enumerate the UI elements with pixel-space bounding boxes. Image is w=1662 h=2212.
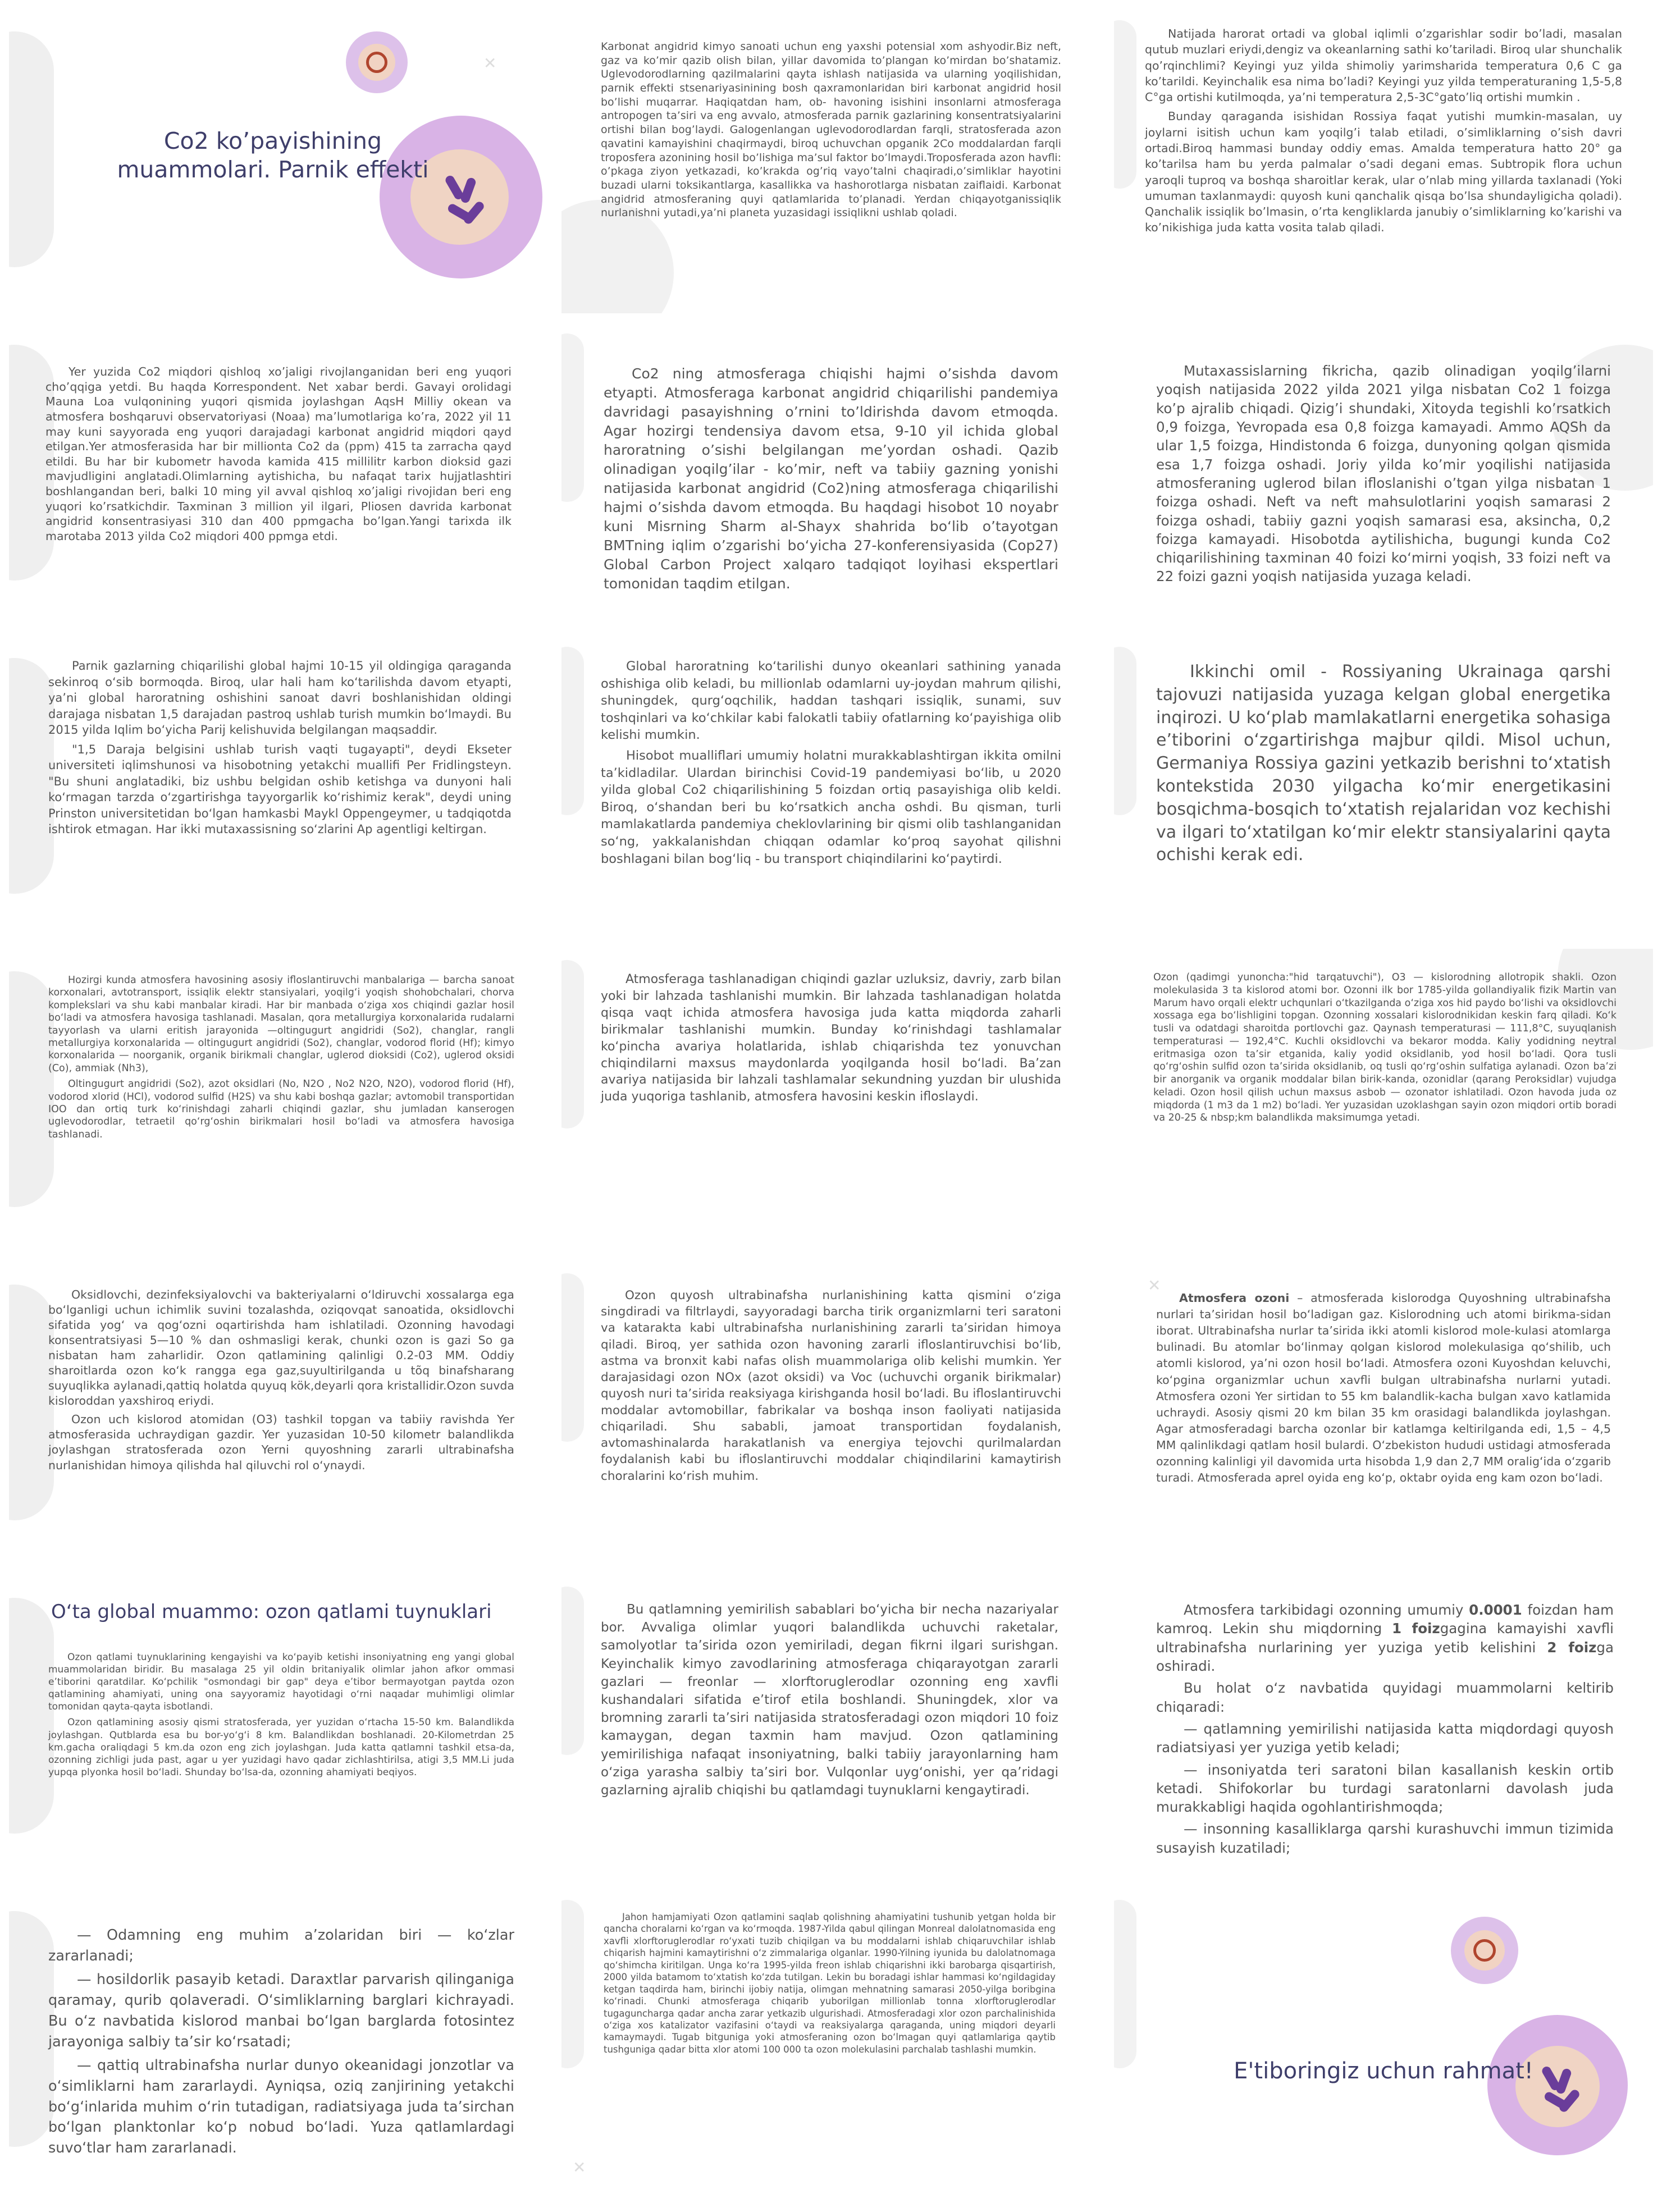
paragraph: Atmosfera tarkibidagi ozonning umumiy 0.0001 foizdan ham kamroq. Lekin shu miqdorning 1 foizgagina kamayishi xavfli ultrabinafsha nurlarining yer yuziga yetib kelishini 2 foizga oshiradi.: [1156, 1602, 1614, 1674]
page-title: Co2 ko’payishining muammolari. Parnik effekti: [117, 127, 429, 184]
decorative-shape: [9, 31, 54, 267]
slide-17: [561, 1575, 1101, 1880]
slide-20: [561, 1889, 1101, 2193]
sparkle-icon: ✕: [1148, 1276, 1161, 1295]
slide-13: [9, 1262, 548, 1566]
decorative-shape: [561, 960, 584, 1128]
paragraph: Hozirgi kunda atmosfera havosining asosiy ifloslantiruvchi manbalariga — barcha sanoat korxonalari, avtotransport, issiqlik elektr stansiyalari, yoqilg‘i yoqish shohobchalari, chorva komplekslari va shu kabi manbalar kiradi. Har bir manbada o‘ziga xos chiqindi gazlar hosil bo‘ladi va atmosfera havosiga tashlanadi. Masalan, qora metallurgiya korxonalarida rudalarni tayyorlash va ularni eritish jarayonida —oltingugurt angidridi (So2), changlar, rangli metallurgiya korxonalarida — oltingugurt angidridi (So2), changlar, vodorod florid (Hf); kimyo korxonalarida — noorganik, organik birikmali changlar, uglerod dioksidi (Co2), uglerod oksidi (Co), ammiak (Nh3),: [48, 975, 514, 1074]
paragraph: Ikkinchi omil - Rossiyaning Ukrainaga qarshi tajovuzi natijasida yuzaga kelgan global energetika inqirozi. U ko‘plab mamlakatlarni energetika sohasiga e’tiborini o‘zgartirishga majbur qildi. Misol uchun, Germaniya Rossiya gazini yetkazib berishni to‘xtatish kontekstida 2030 yilgacha ko‘mir energetikasini bosqichma-bosqich to‘xtatish rejalaridan voz kechishi va ilgari to‘xtatilgan ko‘mir elektr stansiyalarini qayta ochishi kerak edi.: [1156, 662, 1611, 865]
slide-text: [48, 974, 514, 1144]
slide-7: [9, 636, 548, 940]
sparkle-icon: ✕: [483, 54, 497, 72]
slide-text: [48, 1651, 514, 1782]
decorative-shape: [561, 1587, 584, 1755]
paragraph: Bunday qaraganda isishidan Rossiya faqat yutishi mumkin-masalan, uy joylarni isitish uchun kam yoqilg’i talab etiladi, o’simliklarning o’sish davri ortadi.Biroq hammasi bunday oddiy emas. Amalda temperatura hatto 20° ga ko’tarilsa ham bu yerda palmalar o’sadi degani emas. Subtropik flora uchun yaroqli tuproq va boshqa sharoitlar kerak, ular o’nlab ming yillarda taxlanadi (Yoki umuman taxlanmaydi: quyosh kuni qanchalik qisqa bo’lsa shundayligicha qoladi). Qanchalik issiqlik bo’lmasin, o’rta kengliklarda janubiy o’simliklarning ko’karishi va ko’nikishiga juda katta vosita talab qiladi.: [1145, 109, 1622, 235]
dividing-cell-icon: [1487, 2015, 1628, 2155]
slide-4: [9, 322, 548, 627]
slide-text: [601, 1287, 1061, 1488]
slide-text: [1145, 26, 1622, 239]
slide-text: [1153, 971, 1617, 1128]
paragraph: Natijada harorat ortadi va global iqlimli o’zgarishlar sodir bo’ladi, masalan qutub muzlari eriydi,dengiz va okeanlarning sathi ko’tariladi. Biroq ular shunchalik qo’rqinchlimi? Keyingi yuz yilda shimoliy yarimsharida temperatura 0,6 C ga ko’tarildi. Keyinchalik esa nima bo’ladi? Keyingi yuz yilda temperaturaning 1,5-5,8 C°ga ortishi kutilmoqda, ya’ni temperatura 2,5-3C°gato’liq ortishi mumkin .: [1145, 27, 1622, 104]
slide-3: [1114, 9, 1653, 313]
bold-lead: Atmosfera ozoni: [1179, 1291, 1290, 1305]
slide-text: [1156, 661, 1611, 870]
slide-text: [48, 1925, 514, 2162]
paragraph: Oltingugurt angidridi (So2), azot oksidlari (No, N2O , No2 N2O, N2O), vodorod florid (Hf), vodorod xlorid (HCl), vodorod sulfid (H2S) va shu kabi boshqa gazlar; avtomobil transportidan IOO dan ortiq turk ko‘rinishdagi zaharli chiqindi gazlar, shu jumladan kanserogen uglevodorodlar, tetraetil qo‘rg‘oshin birikmalari hosil bo‘ladi va atmosfera havosiga tashlanadi.: [48, 1078, 514, 1140]
closing-title: E'tiboringiz uchun rahmat!: [1234, 2058, 1533, 2084]
list-item: — hosildorlik pasayib ketadi. Daraxtlar parvarish qilinganiga qaramay, qurib qolaveradi. O‘simliklarning barglari kichrayadi. Bu o‘z navbatida kislorod manbai bo‘lgan barglarda fotosintez jarayoniga salbiy ta’sir ko‘rsatadi;: [48, 1971, 514, 2050]
paragraph: Ozon qatlami tuynuklarining kengayishi va ko‘payib ketishi insoniyatning eng yangi global muammolaridan biridir. Bu masalaga 25 yil oldin britaniyalik olimlar jahon afkor ommasi e’tiborini qaratdilar. Ko‘pchilik "osmondagi bir gap" deya e’tibor bermayotgan paytda ozon qatlamining ahamiyati, uning ona sayyoramiz hayotidagi o‘rni naqadar muhimligi olimlar tomonidan qayta-qayta isbotlandi.: [48, 1652, 514, 1713]
decorative-shape: [1114, 647, 1136, 815]
paragraph: Mutaxassislarning fikricha, qazib olinadigan yoqilg’ilarni yoqish natijasida 2022 yilda 2021 yilga nisbatan Co2 1 foizga ko’p ajralib chiqadi. Qizig’i shundaki, Xitoyda tegishli ko’rsatkich 0,9 foizga, Yevropada esa 0,8 foizga kamayadi. Ammo AQSh da ular 1,5 foizga, Hindistonda 6 foizga, dunyoning qolgan qismida esa 1,7 foizga oshadi. Joriy yilda ko’mir yoqilishi natijasida atmosferaning uglerod bilan ifloslanishi o’tgan yilga nisbatan 1 foizga oshadi. Neft va neft mahsulotlarini yoqish samarasi 2 foizga oshadi, tabiiy gazni yoqish samarasi esa, aksincha, 0,2 foizga kamayadi. Hisobotda aytilishicha, bugungi kunda Co2 chiqarilishining taxminan 40 foizi ko‘mirni yoqish, 33 foizi neft va 22 foizi gazni yoqish natijasida yuzaga keladi.: [1156, 363, 1611, 585]
list-item: — qatlamning yemirilishi natijasida katta miqdordagi quyosh radiatsiyasi yer yuziga yetib keladi;: [1156, 1720, 1614, 1756]
paragraph: Hisobot mualliflari umumiy holatni murakkablashtirgan ikkita omilni ta’kidladilar. Ulardan birinchisi Covid-19 pandemiyasi bo‘lib, u 2020 yilda global Co2 chiqarilishining 5 foizdan ortiq pasayishiga olib keldi. Biroq, o‘shandan beri bu ko‘rsatkich ancha oshdi. Bu qisman, turli mamlakatlarda pandemiya cheklovlarining bir qismi olib tashlanganidan so‘ng, yakkalanishdan chiqqan odamlar ko‘proq sayohat qilishni boshlagani bilan bog‘liq - bu transport chiqindilarini ko‘paytirdi.: [601, 748, 1061, 866]
slide-8: [561, 636, 1101, 940]
sparkle-icon: ✕: [573, 2158, 586, 2177]
decorative-shape: [561, 333, 584, 502]
slide-11: [561, 949, 1101, 1253]
slide-heading: O‘ta global muammo: ozon qatlami tuynuklari: [51, 1601, 492, 1623]
decorative-shape: [561, 1273, 584, 1442]
slide-text: [601, 658, 1061, 871]
slide-text: [604, 1911, 1056, 2059]
cell-icon: [346, 31, 408, 93]
paragraph: Atmosfera ozoni – atmosferada kislorodga Quyoshning ultrabinafsha nurlari ta’siridan hosil bo‘ladigan gaz. Kislorodning uch atomi birikma-sidan iborat. Ultrabinafsha nurlar ta’sirida ikki atomli kislorod mole-kulasi atomlarga bulinadi. Bu atomlar bo‘linmay qolgan kislorod molekulasiga qo‘shilib, uch atomli kislorod, ya’ni ozon hosil bo‘ladi. Atmosfera ozoni Kuyoshdan keluvchi, ko‘pgina organizmlar uchun xavfli bulgan ultrabinafsha nurlarni yutadi. Atmosfera ozoni Yer sirtidan to 55 km balandlik-kacha bulgan xavo katlamida uchraydi. Asosiy qismi 20 km bilan 35 km orasidagi balandlikda joylashgan. Agar atmosferadagi barcha ozonlar bir katlamga keltirilganda edi, 1,5 – 4,5 MM qalinlikdagi qatlam hosil bulardi. O‘zbekiston hududi ustidagi atmosferada ozonning kalinligi yil davomida urta hisobda 1,9 dan 2,7 MM oralig‘ida o‘zgarib turadi. Atmosferada aprel oyida eng ko‘p, oktabr oyida eng kam ozon bo‘ladi.: [1156, 1291, 1611, 1485]
slide-text: [48, 658, 512, 841]
paragraph: Yer yuzida Co2 miqdori qishloq xo’jaligi rivojlanganidan beri eng yuqori cho’qqiga yetdi. Bu haqda Korrespondent. Net xabar berdi. Gavayi orolidagi Mauna Loa vulqonining yuqori qismida joylashgan AqsH Milliy okean va atmosfera boshqaruvi observatoriyasi (Noaa) ma’lumotlariga ko’ra, 2022 yil 11 may kuni sayyorada eng yuqori darajadagi karbonat angidrid miqdori qayd etilgan.Yer atmosferasida har bir millionta Co2 da (ppm) 415 ta zarracha qayd etildi. Bu har bir kubometr havoda kamida 415 millilitr karbon dioksid gazi mavjudligini anglatadi.Olimlarning aytishicha, bu nafaqat tarix hujjatlashtiri boshlangandan beri, balki 10 ming yil avval qishloq xo’jaligi rivojidan beri eng yuqori ko’rsatkichdir. Taxminan 3 million yil ilgari, Pliosen davrida karbonat angidrid konsentrasiyasi 310 dan 400 ppmgacha bo’lgan.Yangi tarixda ilk marotaba 2013 yilda Co2 miqdori 400 ppmga etdi.: [45, 365, 512, 543]
paragraph: Parnik gazlarning chiqarilishi global hajmi 10-15 yil oldingiga qaraganda sekinroq o‘sib bormoqda. Biroq, ular hali ham ko‘tarilishda davom etyapti, ya’ni global haroratning oshishini sanoat davri boshlanishidan oldingi darajaga nisbatan 1,5 darajadan pastroq ushlab turish mumkin bo‘lmaydi. Bu 2015 yilda Iqlim bo‘yicha Parij kelishuvida belgilangan maqsaddir.: [48, 659, 512, 737]
slide-grid: [9, 9, 1653, 2203]
slide-text: [604, 364, 1058, 597]
paragraph: Ozon qatlamining asosiy qismi stratosferada, yer yuzidan o‘rtacha 15-50 km. Balandlikda joylashgan. Qutblarda esa bu bor-yo‘g‘i 8 km. Balandlikdan boshlanadi. 20-Kilometrdan 25 km.gacha oraliqdagi 5 km.da ozon eng zich joylashgan. Juda katta qatlamni tashkil etsa-da, ozonning zichligi juda past, agar u yer yuzidagi havo qadar zichlashtirilsa, atigi 3,5 MM.Li juda yupqa plyonka hosil bo‘ladi. Shunday bo‘lsa-da, ozonning ahamiyati beqiyos.: [48, 1717, 514, 1778]
paragraph: Global haroratning ko‘tarilishi dunyo okeanlari sathining yanada oshishiga olib keladi, bu millionlab odamlarni uy-joydan mahrum qilishi, shuningdek, qurg‘oqchilik, haddan tashqari issiqlik, sunami, suv toshqinlari va ko‘chkilar kabi falokatli tabiiy ofatlarning ko‘payishiga olib kelishi mumkin.: [601, 659, 1061, 743]
slide-text: [1156, 1290, 1611, 1489]
slide-1: [9, 9, 548, 313]
slide-9: [1114, 636, 1653, 940]
slide-12: [1114, 949, 1653, 1253]
paragraph: Jahon hamjamiyati Ozon qatlamini saqlab qolishning ahamiyatini tushunib yetgan holda bir qancha choralarni ko‘rgan va ko‘rmoqda. 1987-Yilda qabul qilingan Monreal dalolatnomasida eng xavfli xlorftoruglerodlar ro‘yxati tuzib chiqilgan va bu moddalarni ishlab chiqaruvchilar ishlab chiqarish hajmini kamaytirishni o‘z zimmalariga olganlar. 1990-Yilning iyunida bu dalolatnomaga qo‘shimcha kiritilgan. Unga ko‘ra 1995-yilda freon ishlab chiqarishni ikki barobarga qisqartirish, 2000 yilda batamom to‘xtatish ko‘zda tutilgan. Lekin bu boradagi ishlar hammasi ko‘ngildagiday ketgan taqdirda ham, birinchi ijobiy natija, olimgan mehnatning samarasi 2050-yilga boribgina ko‘rinadi. Chunki atmosferaga chiqarib yuborilgan millionlab tonna xlorftoruglerodlar tugaguncharga qadar ancha zarar yetkazib ulgurishadi. Atmosferadagi xlor ozon parchalinishida o‘ziga xos katalizator vazifasini o‘taydi va reaksiyalarga qaraganda, uning miqdori deyarli kamaymaydi. Tugab bitguniga yoki atmosferaning ozon bo‘lmagan quyi qatlamlariga qaytib tushguniga qadar bitta xlor atomi 100 000 ta ozon molekulasini parchalab tashlashi mumkin.: [604, 1912, 1056, 2055]
decorative-shape: [9, 1598, 54, 1834]
list-item: — Odamning eng muhim a’zolaridan biri — ko‘zlar zararlanadi;: [48, 1927, 514, 1964]
paragraph: Co2 ning atmosferaga chiqishi hajmi o’sishda davom etyapti. Atmosferaga karbonat angidrid chiqarilishi pandemiya davridagi pasayishning o’rnini to’ldirishda davom etmoqda. Agar hozirgi tendensiya davom etsa, 9-10 yil ichida global haroratning o’sishi belgilangan me’yordan oshadi. Qazib olinadigan yoqilg’ilar - ko’mir, neft va tabiiy gazning yonishi natijasida karbonat angidrid (Co2)ning atmosferaga chiqarilishi hajmi o’sishda davom etmoqda. Bu haqdagi hisobot 10 noyabr kuni Misrning Sharm al-Shayx shahrida bo‘lib o’tayotgan BMTning iqlim o’zgarishi bo‘yicha 27-konferensiyasida (Cop27) Global Carbon Project xalqaro tadqiqot loyihasi ekspertlari tomonidan taqdim etilgan.: [604, 365, 1058, 592]
slide-16: [9, 1575, 548, 1880]
slide-15: [1114, 1262, 1653, 1566]
slide-14: [561, 1262, 1101, 1566]
slide-6: [1114, 322, 1653, 627]
list-item: — qattiq ultrabinafsha nurlar dunyo okeanidagi jonzotlar va o‘simliklarni ham zararlaydi. Ayniqsa, oziq zanjirining yetakchi bo‘g‘inlarida muhim o‘rin tutadigan, radiatsiyaga juda ta’sirchan bo‘lgan planktonlar ko‘p nobud bo‘ladi. Yuza qatlamlardagi suvo‘tlar ham zararlanadi.: [48, 2057, 514, 2157]
slide-text: Karbonat angidrid kimyo sanoati uchun eng yaxshi potensial xom ashyodir.Biz neft, gaz va ko’mir qazib olish bilan, yillar davomida to’plangan ko’mirdan bo’shatamiz. Uglevodorodlarning qazilmalarini qayta ishlash natijasida va ularning yoqilishidan, parnik effekti stsenariyasinining bosh qaxramonlaridan biri karbonat angidrid hosil bo’lishi muqarrar. Haqiqatdan ham, ob- havoning isishini insonlarni atmosferaga antropogen ta’siri va eng avvalo, atmosferada parnik gazlarining konsentratsiyalarini ortishi bilan bog’laydi. Galogenlangan uglevodorodlardan farqli, stratosferada azon qavatini kamayishini chaqirmaydi, biroq uchuvchan opganik 2Co moddalardan farqli troposfera azonining hosil bo’lishiga ma’sul faktor bo’lmaydi.Troposferada azon havfli: o’pkaga ziyon yetkazadi, ko’krakda og’riq vayo’talni chaqiradi,o’simliklar hayotini buzadi ularni toksikantlarga, kasallikka va hashorotlarga nisbatan zaiflaidi. Karbonat angidrid atmosferaning quyi qatlamlarida to’planadi. Yerdan chiqayotganissiqlik nurlanishni yutadi,ya’ni planeta yuzasidagi issiqlikni ushlab qoladi.: [601, 40, 1061, 220]
paragraph: Ozon (qadimgi yunoncha:"hid tarqatuvchi"), O3 — kislorodning allotropik shakli. Ozon molekulasida 3 ta kislorod atomi bor. Ozonni ilk bor 1785-yilda gollandiyalik fizik Martin van Marum havo orqali elektr uchqunlari o‘tkazilganda o‘ziga xos hid paydo bo‘lishi va oksidlovchi xossaga ega bo‘lishligini topgan. Ozonning xossalari kislorodnikidan keskin farq qiladi. Ko‘k tusli va odatdagi sharoitda portlovchi gaz. Qaynash temperaturasi — 111,8°C, suyuqlanish temperaturasi — 192,4°C. Kuchli oksidlovchi va bekaror modda. Kaliy yodidning neytral eritmasiga ozon ta’sir etganida, kaliy yodid oksidlanib, yod hosil bo‘ladi. Qora tusli qo‘rg‘oshin sulfid ozon ta’sirida oksidlanib, oq tusli qo‘rg‘oshin sulfatiga aylanadi. Ozon ba’zi bir anorganik va organik moddalar bilan birik-kanda, ozonidlar (qarang Peroksidlar) vujudga keladi. Ozon hosil qilish uchun maxsus asbob — ozonator ishlatiladi. Ozon havoda juda oz miqdorda (1 m3 da 1 m2) bo‘ladi. Yer yuzasidan uzoklashgan sayin ozon miqdori ortib boradi va 20-25 & nbsp;km balandlikda maksimumga yetadi.: [1153, 972, 1617, 1124]
decorative-shape: [9, 1285, 54, 1520]
paragraph: "1,5 Daraja belgisini ushlab turish vaqti tugayapti", deydi Ekseter universiteti iqlimshunosi va hisobotning yetakchi muallifi Per Fridlingsteyn. "Bu shuni anglatadiki, biz ushbu belgidan oshib ketishga va dunyoni hali ko‘rmagan tarzda o‘zgartirishga tayyorgarlik ko‘rishimiz kerak", deydi uning Prinston universitetidan bo‘lgan hamkasbi Maykl Oppengeymer, u tadqiqotda ishtirok etmagan. Har ikki mutaxassisning so‘zlarini Ap agentligi keltirgan.: [48, 742, 512, 837]
slide-18: [1114, 1575, 1653, 1880]
decorative-shape: [1114, 1900, 1136, 2068]
decorative-shape: [1114, 20, 1136, 189]
paragraph: Oksidlovchi, dezinfeksiyalovchi va bakteriyalarni o‘ldiruvchi xossalarga ega bo‘lganligi uchun ichimlik suvini tozalashda, oziqovqat sanoatida, oksidlovchi sifatida yog‘ va qog‘ozni oqartirishda ham ishlatiladi. Ozonning havodagi konsentratsiyasi 5—10 % dan oshmasligi kerak, chunki ozon is gazi So ga nisbatan ham zaharlidir. Ozon qatlamining qalinligi 0.2-03 MM. Oddiy sharoitlarda ozon ko‘k rangga ega gaz,suyultirilganda u tõq binafsharang suyuqlikka aylanadi,qattiq holatda quyuq kök,deyarli qora kristallidir.Ozon suvda kisloroddan yaxshiroq eriydi.: [48, 1288, 514, 1408]
slide-text: [45, 364, 512, 547]
slide-21: [1114, 1889, 1653, 2193]
decorative-shape: [9, 1911, 54, 2147]
slide-10: [9, 949, 548, 1253]
decorative-shape: [561, 647, 584, 815]
paragraph: Bu holat o‘z navbatida quyidagi muammolarni keltirib chiqaradi:: [1156, 1680, 1614, 1715]
slide-text: [1156, 1601, 1614, 1861]
list-item: — insoniyatda teri saratoni bilan kasallanish keskin ortib ketadi. Shifokorlar bu turdagi saratonlarni davolash juda murakkabligi haqida ogohlantirishmoqda;: [1156, 1761, 1614, 1816]
decorative-shape: [9, 658, 54, 894]
decorative-shape: [561, 1900, 584, 2068]
paragraph: Ozon uch kislorod atomidan (O3) tashkil topgan va tabiiy ravishda Yer atmosferasida uchraydigan gazdir. Yer yuzasidan 10-50 kilometr balandlikda joylashgan stratosferada ozon Yerni quyoshning zararli ultrabinafsha nurlanishidan himoya qilishda hal qiluvchi rol o‘ynaydi.: [48, 1413, 514, 1472]
decorative-shape: [9, 971, 54, 1207]
cell-icon: [1451, 1917, 1518, 1984]
slide-text: [601, 971, 1061, 1109]
list-item: — insonning kasalliklarga qarshi kurashuvchi immun tizimida susayish kuzatiladi;: [1156, 1821, 1614, 1856]
slide-text: [48, 1287, 514, 1477]
paragraph: Atmosferaga tashlanadigan chiqindi gazlar uzluksiz, davriy, zarb bilan yoki bir lahzada tashlanishi mumkin. Bir lahzada tashlanadigan holatda qisqa vaqt ichida atmosfera havosiga juda katta miqdorda zaharli birikmalar tashlanishi mumkin. Bunday ko‘rinishdagi tashlamalar ko‘pincha avariya holatlarida, ishlab chiqarishda tez yonuvchan chiqindilarni maxsus maydonlarda yoqilganda hosil bo‘ladi. Ba’zan avariya natijasida bir lahzali tashlamalar sekundning yuzdan bir ulushida juda yuqoriga tashlanib, atmosfera havosini keskin ifloslaydi.: [601, 972, 1061, 1104]
slide-2: [561, 9, 1101, 313]
paragraph: Bu qatlamning yemirilish sabablari bo‘yicha bir necha nazariyalar bor. Avvaliga olimlar yuqori balandlikda uchuvchi raketalar, samolyotlar ta’sirida ozon yemiriladi, degan fikrni ilgari surishgan. Keyinchalik kimyo zavodlarining atmosferaga chiqarayotgan zararli gazlari — freonlar — xlorftoruglerodlar ozonning eng xavfli kushandalari sifatida e’tirof etila boshlandi. Shuningdek, xlor va bromning zararli ta’siri natijasida stratosferadagi ozon miqdori 10 foiz kamaygan, degan taxmin ham mavjud. Ozon qatlamining yemirilishiga nafaqat insoniyatning, balki tabiiy jarayonlarning ham o‘ziga yarasha salbiy ta’siri bor. Vulqonlar uyg‘onishi, yer qa’ridagi gazlarning ajralib chiqishi bu qatlamdagi tuynuklarni kengaytiradi.: [601, 1602, 1058, 1798]
paragraph: Ozon quyosh ultrabinafsha nurlanishining katta qismini o‘ziga singdiradi va filtrlaydi, sayyoradagi barcha tirik organizmlarni teri saratoni va katarakta kabi ultrabinafsha nurlanishining zararli ta’siridan himoya qiladi. Biroq, yer sathida ozon havoning zararli ifloslantiruvchisi bo‘lib, astma va bronxit kabi nafas olish muammolariga olib kelishi mumkin. Yer darajasidagi ozon NOx (azot oksidi) va Voc (uchuvchi organik birikmalar) quyosh nuri ta’sirida reaksiyaga kirishganda hosil bo‘ladi. Bu ifloslantiruvchi moddalar avtomobillar, fabrikalar va boshqa inson faoliyati natijasida chiqariladi. Shu sababli, jamoat transportidan foydalanish, avtomashinalarda harakatlanish va energiya tejovchi qurilmalardan foydalanish kabi bu ifloslantiruvchi moddalar chiqindilarini kamaytirish choralarini ko‘rish muhim.: [601, 1288, 1061, 1483]
slide-5: [561, 322, 1101, 627]
slide-text: [1156, 362, 1611, 589]
slide-19: [9, 1889, 548, 2193]
slide-text: [601, 1601, 1058, 1803]
